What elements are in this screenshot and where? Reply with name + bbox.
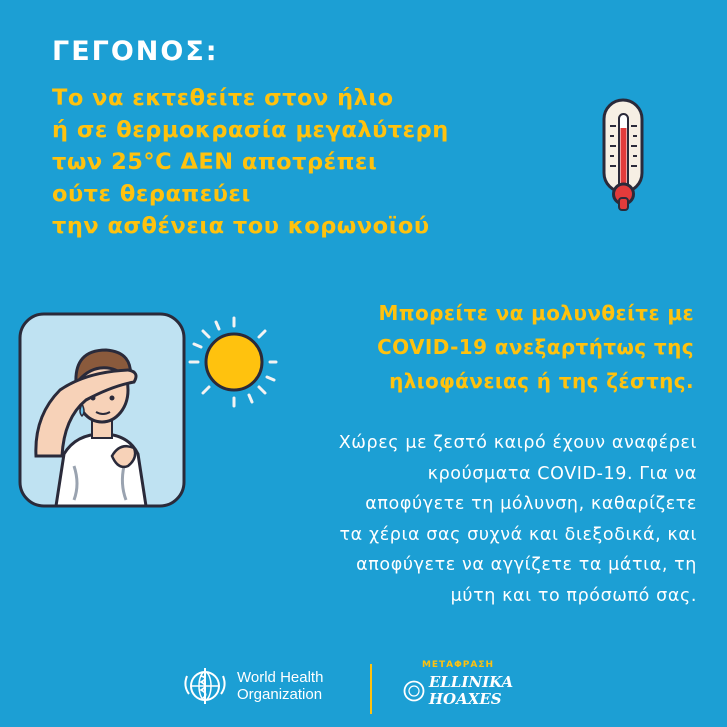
body-line: μύτη και το πρόσωπό σας. bbox=[450, 585, 697, 606]
body-line: τα χέρια σας συχνά και διεξοδικά, και bbox=[339, 524, 697, 545]
thermometer-icon bbox=[600, 98, 646, 214]
who-name-line: World Health bbox=[237, 669, 324, 686]
body-line: κρούσματα COVID-19. Για να bbox=[427, 463, 697, 484]
who-logo bbox=[181, 664, 323, 708]
subheading-line: COVID-19 ανεξαρτήτως της bbox=[377, 335, 694, 359]
translation-label: ΜΕΤΑΦΡΑΣΗ bbox=[421, 660, 495, 670]
ellinika-hoaxes-logo bbox=[398, 660, 518, 708]
subheading-line: ηλιοφάνειας ή της ζέστης. bbox=[389, 369, 694, 393]
who-emblem-icon bbox=[181, 664, 229, 708]
body-text bbox=[177, 428, 697, 611]
body-line: αποφύγετε τη μόλυνση, καθαρίζετε bbox=[365, 494, 697, 514]
body-line: αποφύγετε να αγγίζετε τα μάτια, τη bbox=[356, 555, 697, 575]
headline-line: των 25°C ΔΕΝ αποτρέπει bbox=[52, 149, 378, 175]
headline bbox=[52, 82, 449, 242]
page-title: ΓΕΓΟΝΟΣ: bbox=[52, 36, 219, 67]
headline-line: ούτε θεραπεύει bbox=[52, 181, 251, 207]
subheading-line: Μπορείτε να μολυνθείτε με bbox=[378, 301, 694, 325]
hoaxes-seal-icon bbox=[403, 680, 425, 702]
who-name-line: Organization bbox=[237, 686, 323, 703]
footer-divider bbox=[370, 664, 372, 714]
headline-line: Το να εκτεθείτε στον ήλιο bbox=[52, 85, 394, 111]
hoax-name-line: HOAXES bbox=[428, 690, 502, 708]
hoax-name-line: ELLINIKA bbox=[428, 673, 514, 691]
body-line: Χώρες με ζεστό καιρό έχουν αναφέρει bbox=[338, 433, 697, 453]
subheading bbox=[254, 296, 694, 398]
headline-line: την ασθένεια του κορωνοϊού bbox=[52, 213, 430, 239]
headline-line: ή σε θερμοκρασία μεγαλύτερη bbox=[52, 117, 449, 143]
